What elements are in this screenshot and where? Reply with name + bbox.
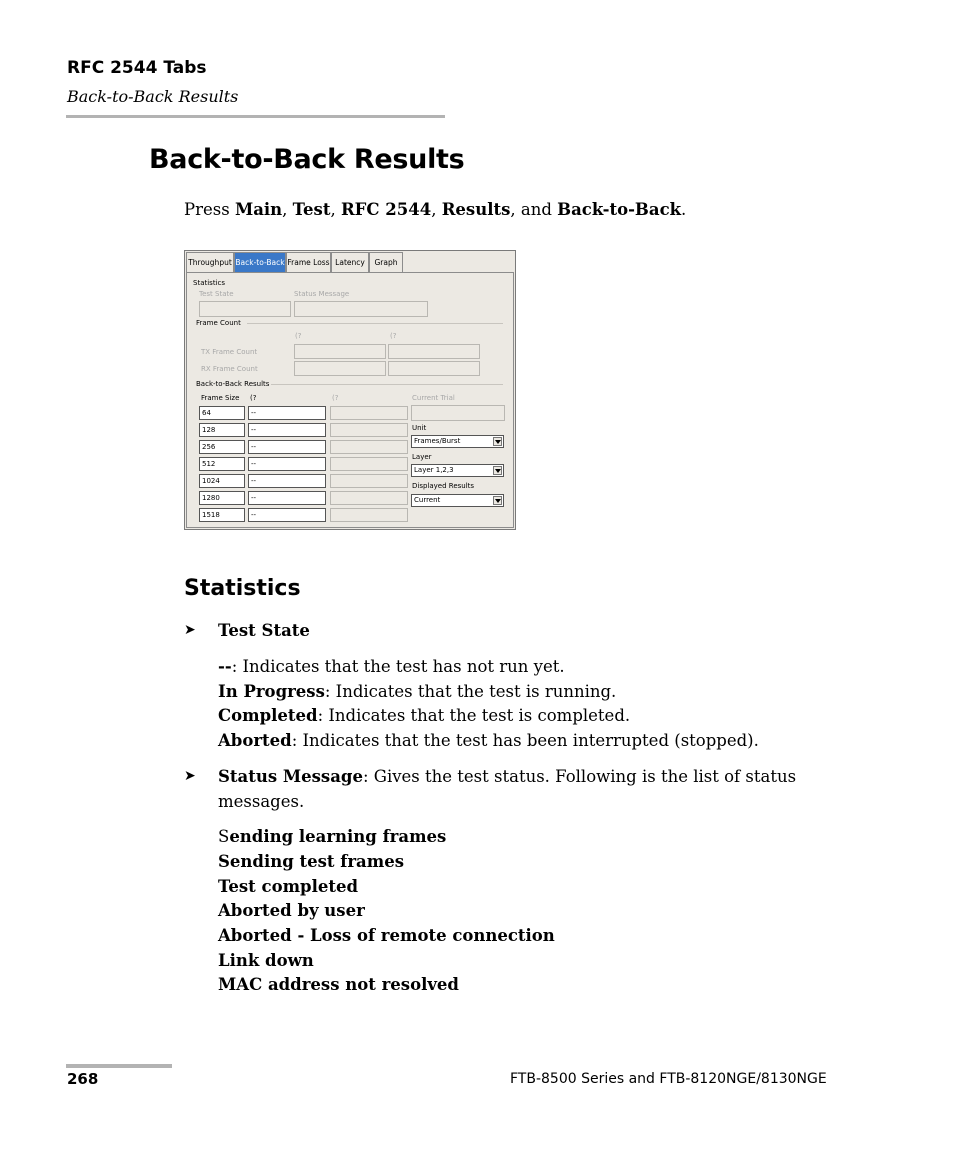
result-disabled-cell: [330, 440, 408, 454]
status-msg-item: Test completed: [218, 877, 359, 896]
intro-press: Press: [184, 200, 235, 219]
state-term: In Progress: [218, 682, 325, 701]
tx-frame-count-field-2: [388, 344, 480, 359]
result-disabled-cell: [330, 423, 408, 437]
state-line-1: [218, 657, 565, 676]
tab-latency[interactable]: Latency: [331, 252, 369, 272]
result-value-cell: --: [248, 423, 326, 437]
status-msg-item: MAC address not resolved: [218, 975, 459, 994]
intro-test: Test: [292, 200, 331, 219]
statistics-group-label: Statistics: [193, 279, 225, 287]
frame-size-cell[interactable]: 1280: [199, 491, 245, 505]
status-msg-item: Aborted by user: [218, 901, 365, 920]
test-state-field: [199, 301, 291, 317]
result-disabled-cell: [330, 508, 408, 522]
page-number: 268: [67, 1070, 99, 1088]
displayed-results-select[interactable]: [411, 494, 504, 507]
state-line-3: [218, 706, 630, 725]
status-msg-rest: ending learning frames: [229, 827, 447, 846]
result-unit-1: (?: [250, 394, 257, 402]
b2b-results-group-label: Back-to-Back Results: [196, 380, 270, 388]
status-message-label: Status Message: [294, 290, 350, 298]
intro-rfc: RFC 2544: [340, 200, 432, 219]
current-trial-label: Current Trial: [412, 394, 455, 402]
status-message-field: [294, 301, 428, 317]
status-msg-item: [218, 827, 446, 846]
frame-size-label: Frame Size: [201, 394, 240, 402]
rx-frame-count-field-1: [294, 361, 386, 376]
displayed-results-select-value: Current: [414, 496, 441, 504]
layer-select-value: Layer 1,2,3: [414, 466, 454, 474]
intro-comma-1: ,: [282, 200, 293, 219]
chevron-down-icon[interactable]: [493, 437, 502, 446]
frame-count-unit-2: (?: [390, 332, 397, 340]
state-desc: : Indicates that the test is running.: [324, 682, 617, 701]
back-to-back-screenshot: [184, 250, 516, 530]
intro-b2b: Back-to-Back: [557, 200, 682, 219]
status-msg-item: Sending test frames: [218, 852, 404, 871]
state-term: Aborted: [218, 731, 292, 750]
status-message-desc: : Gives the test status. Following is the list of status: [362, 767, 797, 786]
tab-throughput[interactable]: Throughput: [186, 252, 234, 272]
footer-rule: [66, 1064, 172, 1068]
tab-frame-loss[interactable]: Frame Loss: [286, 252, 331, 272]
tab-back-to-back[interactable]: Back-to-Back: [234, 252, 286, 272]
tx-frame-count-label: TX Frame Count: [201, 348, 258, 356]
result-unit-2: (?: [332, 394, 339, 402]
header-rule: [66, 115, 445, 118]
intro-main: Main: [234, 200, 283, 219]
frame-size-cell[interactable]: 1518: [199, 508, 245, 522]
state-desc: : Indicates that the test has been interrupted (stopped).: [291, 731, 759, 750]
frame-count-group-line: [247, 323, 503, 324]
result-disabled-cell: [330, 406, 408, 420]
unit-label: Unit: [412, 424, 427, 432]
chevron-down-icon[interactable]: [493, 466, 502, 475]
intro-comma-3: ,: [431, 200, 442, 219]
footer-product-title: FTB-8500 Series and FTB-8120NGE/8130NGE: [510, 1071, 827, 1087]
frame-size-cell[interactable]: 128: [199, 423, 245, 437]
displayed-results-label: Displayed Results: [412, 482, 475, 490]
frame-count-group-label: Frame Count: [196, 319, 241, 327]
frame-size-cell[interactable]: 512: [199, 457, 245, 471]
state-line-2: [218, 682, 616, 701]
bullet-arrow-icon: ➤: [184, 622, 196, 638]
result-value-cell: --: [248, 474, 326, 488]
unit-select-value: Frames/Burst: [414, 437, 461, 445]
result-disabled-cell: [330, 474, 408, 488]
status-msg-item: Aborted - Loss of remote connection: [218, 926, 555, 945]
statistics-heading: Statistics: [184, 576, 301, 601]
status-msg-first-letter: S: [218, 827, 230, 846]
state-term: --: [218, 657, 232, 676]
intro-results: Results: [441, 200, 511, 219]
intro-and: , and: [510, 200, 558, 219]
intro-comma-2: ,: [330, 200, 341, 219]
layer-select[interactable]: [411, 464, 504, 477]
intro-period: .: [681, 200, 687, 219]
status-message-term: Status Message: [218, 767, 363, 786]
frame-count-unit-1: (?: [295, 332, 302, 340]
result-value-cell: --: [248, 440, 326, 454]
tab-pane: [186, 272, 514, 528]
intro-instruction: [184, 200, 686, 219]
result-disabled-cell: [330, 457, 408, 471]
frame-size-cell[interactable]: 64: [199, 406, 245, 420]
result-value-cell: --: [248, 457, 326, 471]
state-term: Completed: [218, 706, 318, 725]
layer-label: Layer: [412, 453, 432, 461]
test-state-label: Test State: [199, 290, 234, 298]
b2b-results-group-line: [271, 384, 503, 385]
result-value-cell: --: [248, 406, 326, 420]
result-value-cell: --: [248, 508, 326, 522]
page-title: Back-to-Back Results: [149, 144, 465, 175]
status-msg-item: Link down: [218, 951, 314, 970]
status-message-line-2: messages.: [218, 792, 305, 811]
rx-frame-count-field-2: [388, 361, 480, 376]
tx-frame-count-field-1: [294, 344, 386, 359]
bullet-arrow-icon: ➤: [184, 768, 196, 784]
current-trial-field: [411, 405, 505, 421]
state-desc: : Indicates that the test is completed.: [317, 706, 631, 725]
result-disabled-cell: [330, 491, 408, 505]
unit-select[interactable]: [411, 435, 504, 448]
running-header-chapter: RFC 2544 Tabs: [67, 58, 207, 78]
tab-graph[interactable]: Graph: [369, 252, 403, 272]
rx-frame-count-label: RX Frame Count: [201, 365, 258, 373]
running-header-section: Back-to-Back Results: [67, 87, 239, 106]
result-value-cell: --: [248, 491, 326, 505]
frame-size-cell[interactable]: 1024: [199, 474, 245, 488]
state-line-4: [218, 731, 759, 750]
state-desc: : Indicates that the test has not run yet.: [231, 657, 565, 676]
status-message-line-1: [218, 767, 796, 786]
test-state-term: Test State: [218, 621, 310, 640]
chevron-down-icon[interactable]: [493, 496, 502, 505]
frame-size-cell[interactable]: 256: [199, 440, 245, 454]
